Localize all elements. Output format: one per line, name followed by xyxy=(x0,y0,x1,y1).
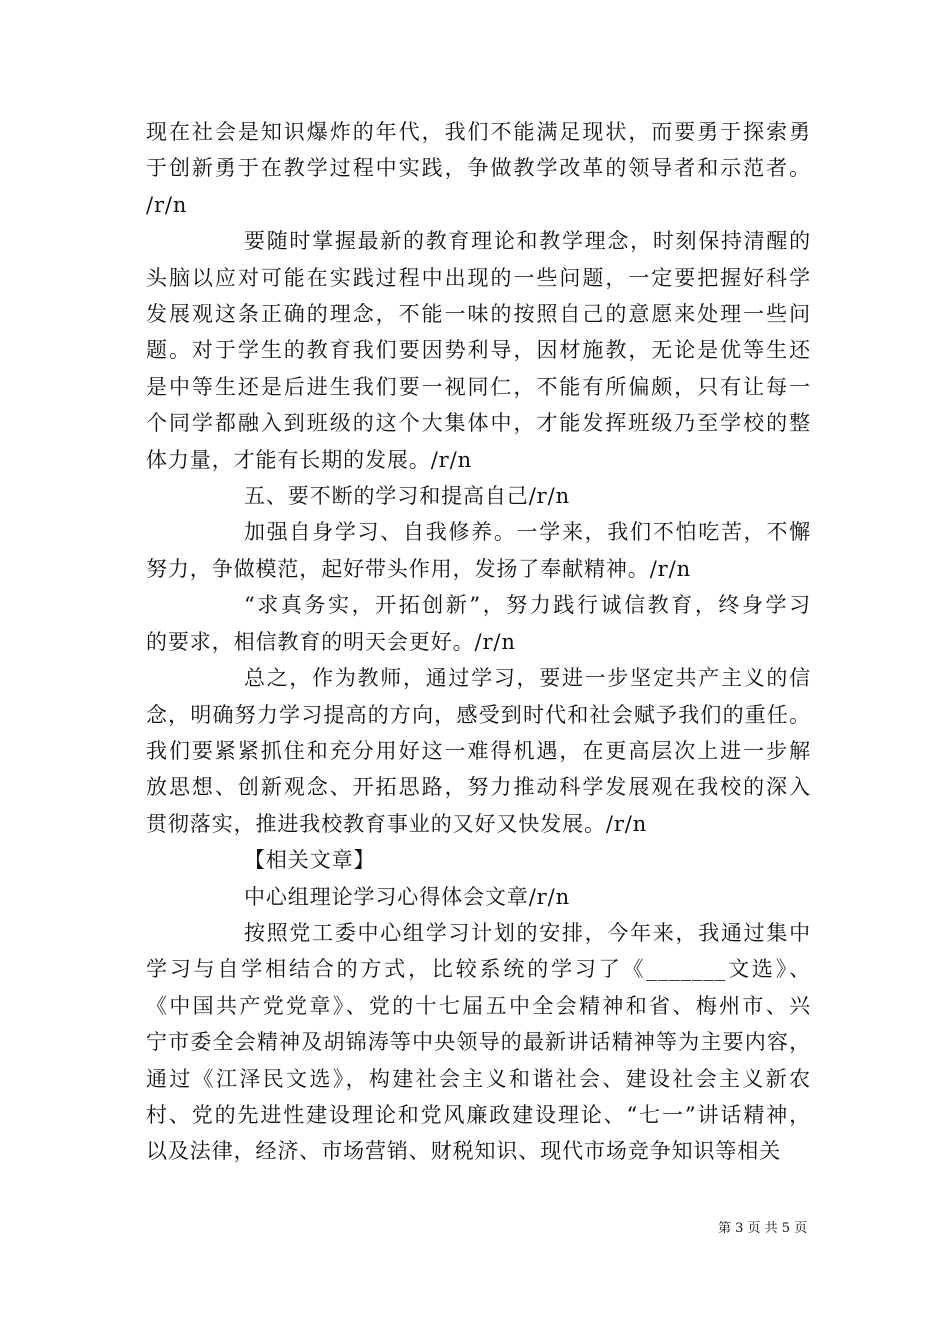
text-line: 加强自身学习、自我修养。一学来，我们不怕吃苦，不懈 xyxy=(244,520,811,545)
text-line: 现在社会是知识爆炸的年代，我们不能满足现状，而要勇于探索勇 xyxy=(146,120,811,144)
text-line: 贯彻落实，推进我校教育事业的又好又快发展。/r/n xyxy=(146,811,648,836)
text-line: 通过《江泽民文选》，构建社会主义和谐社会、建设社会主义新农 xyxy=(146,1066,811,1091)
page-number-footer: 第 3 页 共 5 页 xyxy=(718,1221,808,1236)
text-line: 【相关文章】 xyxy=(244,848,376,873)
text-line: 放思想、创新观念、开拓思路，努力推动科学发展观在我校的深入 xyxy=(146,775,811,800)
paragraph xyxy=(146,478,811,514)
text-line: 按照党工委中心组学习计划的安排，今年来，我通过集中 xyxy=(244,920,811,945)
paragraph xyxy=(146,514,811,587)
text-line: “求真务实，开拓创新”，努力践行诚信教育，终身学习 xyxy=(244,593,811,618)
text-line: 努力，争做模范，起好带头作用，发扬了奉献精神。/r/n xyxy=(146,556,692,581)
text-line: 以及法律，经济、市场营销、财税知识、现代市场竞争知识等相关 xyxy=(146,1139,782,1164)
text-line: 头脑以应对可能在实践过程中出现的一些问题，一定要把握好科学 xyxy=(146,265,811,290)
text-line: 中心组理论学习心得体会文章/r/n xyxy=(244,884,571,909)
text-line: 宁市委全会精神及胡锦涛等中央领导的最新讲话精神等为主要内容， xyxy=(146,1030,811,1055)
text-line: 村、党的先进性建设理论和党风廉政建设理论、“七一”讲话精神， xyxy=(146,1102,811,1127)
text-line: 是中等生还是后进生我们要一视同仁，不能有所偏颇，只有让每一 xyxy=(146,374,811,399)
paragraph xyxy=(146,660,811,842)
paragraph xyxy=(146,114,811,223)
paragraph xyxy=(146,842,811,878)
text-line: 学习与自学相结合的方式，比较系统的学习了《_______文选》、 xyxy=(146,957,811,982)
text-line: 体力量，才能有长期的发展。/r/n xyxy=(146,447,473,472)
text-line: 我们要紧紧抓住和充分用好这一难得机遇，在更高层次上进一步解 xyxy=(146,738,811,763)
text-line: 题。对于学生的教育我们要因势利导，因材施教，无论是优等生还 xyxy=(146,338,811,363)
paragraph xyxy=(146,879,811,915)
document-body xyxy=(146,114,811,1170)
text-line: 于创新勇于在教学过程中实践，争做教学改革的领导者和示范者。 xyxy=(146,156,811,181)
paragraph xyxy=(146,915,811,1170)
text-line: 总之，作为教师，通过学习，要进一步坚定共产主义的信 xyxy=(244,666,811,691)
paragraph xyxy=(146,587,811,660)
text-line: 五、要不断的学习和提高自己/r/n xyxy=(244,484,571,509)
text-line: 《中国共产党党章》、党的十七届五中全会精神和省、梅州市、兴 xyxy=(146,993,811,1018)
text-line: 的要求，相信教育的明天会更好。/r/n xyxy=(146,629,516,654)
paragraph xyxy=(146,223,811,478)
text-line: 个同学都融入到班级的这个大集体中，才能发挥班级乃至学校的整 xyxy=(146,411,811,436)
text-line: 要随时掌握最新的教育理论和教学理念，时刻保持清醒的 xyxy=(244,229,811,254)
text-line: 发展观这条正确的理念，不能一味的按照自己的意愿来处理一些问 xyxy=(146,302,811,327)
text-line: /r/n xyxy=(146,192,188,217)
text-line: 念，明确努力学习提高的方向，感受到时代和社会赋予我们的重任。 xyxy=(146,702,811,727)
